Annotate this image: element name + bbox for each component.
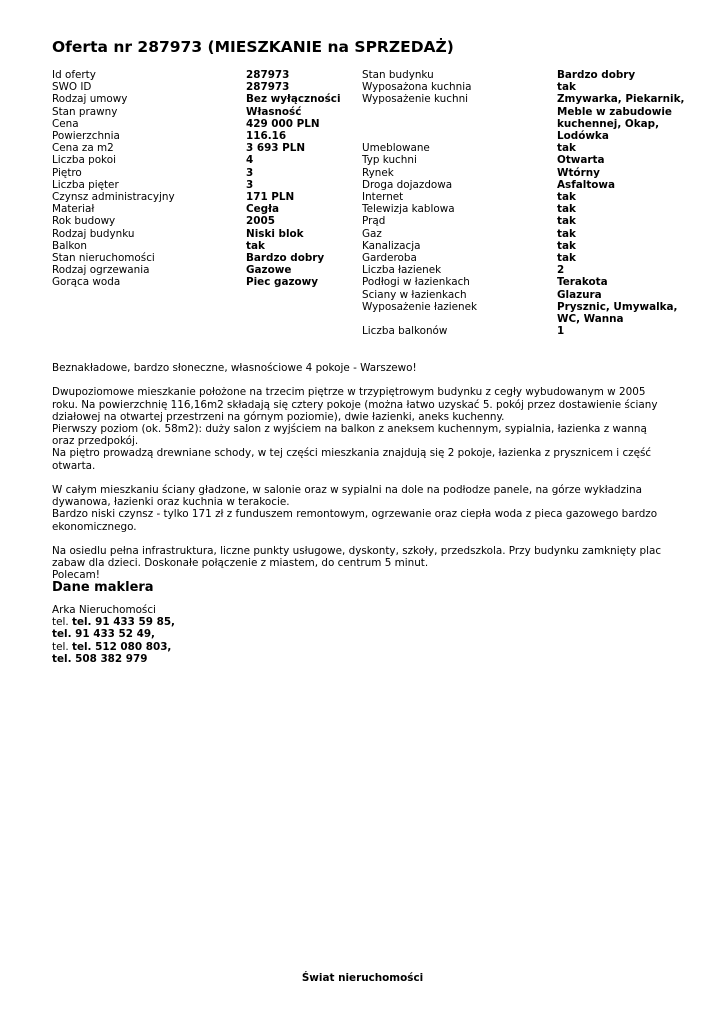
detail-value: 287973 xyxy=(246,69,290,81)
detail-label: Umeblowane xyxy=(362,142,430,155)
detail-row xyxy=(362,325,702,337)
detail-label: Id oferty xyxy=(52,69,96,81)
detail-label: Liczba pięter xyxy=(52,178,119,191)
description-paragraph: Bardzo niski czynsz - tylko 171 zł z funduszem remontowym, ogrzewanie oraz ciepła woda z pieca gazowego bardzo ekonomicznego. xyxy=(52,508,658,533)
detail-row xyxy=(52,106,352,118)
detail-value: 171 PLN xyxy=(246,191,295,204)
detail-row xyxy=(362,215,702,227)
detail-label: Droga dojazdowa xyxy=(362,178,453,191)
detail-label: Powierzchnia xyxy=(52,130,120,143)
detail-row xyxy=(52,154,352,166)
detail-label: Stan budynku xyxy=(362,69,434,81)
detail-row xyxy=(52,130,352,142)
detail-label: SWO ID xyxy=(52,81,92,94)
detail-value: 3 xyxy=(246,178,254,191)
detail-row xyxy=(52,252,352,264)
detail-value: tak xyxy=(557,191,576,204)
detail-row xyxy=(362,228,702,240)
detail-label: Gaz xyxy=(362,227,382,240)
detail-value: 2 xyxy=(557,264,565,277)
detail-label: Liczba pokoi xyxy=(52,154,116,167)
paragraph-gap xyxy=(52,533,672,545)
detail-label: Cena xyxy=(52,117,79,130)
agent-phone-line xyxy=(52,616,175,628)
tel-prefix: tel. xyxy=(52,616,69,629)
description-paragraph: Na osiedlu pełna infrastruktura, liczne punkty usługowe, dyskonty, szkoły, przedszkola. Przy budynku zamknięty plac zabaw dla dzieci. Doskonałe połączenie z miastem, do centrum 5 minut. xyxy=(52,545,662,570)
detail-row xyxy=(362,179,702,191)
detail-value: Zmywarka, Piekarnik, Meble w zabudowie kuchennej, Okap, Lodówka xyxy=(557,93,685,143)
detail-value: Piec gazowy xyxy=(246,276,319,289)
detail-value: Własność xyxy=(246,105,302,118)
detail-row xyxy=(362,264,702,276)
detail-row xyxy=(52,142,352,154)
detail-label: Rodzaj budynku xyxy=(52,227,135,240)
description-paragraph: Pierwszy poziom (ok. 58m2): duży salon z wyjściem na balkon z aneksem kuchennym, sypialnia, łazienka z wanną oraz przedpokój. xyxy=(52,423,647,448)
detail-row xyxy=(52,69,352,81)
phone-number: tel. 91 433 52 49, xyxy=(52,628,156,641)
detail-label: Liczba balkonów xyxy=(362,325,448,338)
agent-phone-line xyxy=(52,641,175,653)
detail-value: tak xyxy=(557,203,576,216)
detail-value: Wtórny xyxy=(557,166,600,179)
detail-label: Piętro xyxy=(52,166,82,179)
detail-label: Kanalizacja xyxy=(362,239,421,252)
detail-row xyxy=(52,81,352,93)
detail-label: Cena za m2 xyxy=(52,142,114,155)
detail-label: Internet xyxy=(362,191,404,204)
detail-value: 429 000 PLN xyxy=(246,117,320,130)
detail-value: Bez wyłączności xyxy=(246,93,341,106)
detail-label: Czynsz administracyjny xyxy=(52,191,175,204)
detail-label: Gorąca woda xyxy=(52,276,121,289)
detail-row xyxy=(52,276,352,288)
detail-label: Typ kuchni xyxy=(362,154,417,167)
detail-label: Wyposażenie kuchni xyxy=(362,93,469,106)
description-paragraph: Na piętro prowadzą drewniane schody, w tej części mieszkania znajdują się 2 pokoje, łazienka z prysznicem i część otwarta. xyxy=(52,447,652,472)
detail-value: tak xyxy=(246,239,265,252)
agent-heading: Dane maklera xyxy=(52,580,154,595)
detail-value: Bardzo dobry xyxy=(557,69,636,81)
detail-value: Terakota xyxy=(557,276,608,289)
detail-value: tak xyxy=(557,81,576,94)
phone-number: tel. 91 433 59 85, xyxy=(71,616,175,629)
detail-row xyxy=(362,301,702,325)
phone-number: tel. 508 382 979 xyxy=(52,652,148,665)
detail-value: 1 xyxy=(557,325,565,338)
detail-value: tak xyxy=(557,239,576,252)
detail-label: Telewizja kablowa xyxy=(362,203,455,216)
offer-description xyxy=(52,362,672,582)
detail-value: Asfaltowa xyxy=(557,178,616,191)
detail-value: 3 693 PLN xyxy=(246,142,306,155)
detail-value: Glazura xyxy=(557,288,602,301)
detail-row xyxy=(362,81,702,93)
detail-value: 287973 xyxy=(246,81,290,94)
detail-row xyxy=(362,93,702,142)
detail-label: Wyposażona kuchnia xyxy=(362,81,472,94)
detail-row xyxy=(52,179,352,191)
tel-prefix: tel. xyxy=(52,640,69,653)
detail-value: tak xyxy=(557,142,576,155)
detail-label: Sciany w łazienkach xyxy=(362,288,467,301)
detail-value: tak xyxy=(557,215,576,228)
footer-brand: Świat nieruchomości xyxy=(301,972,424,984)
detail-label: Rodzaj umowy xyxy=(52,93,128,106)
detail-row xyxy=(52,203,352,215)
detail-row xyxy=(362,191,702,203)
details-right-list xyxy=(362,69,702,337)
detail-row xyxy=(362,276,702,288)
detail-label: Stan prawny xyxy=(52,105,118,118)
detail-value: 116.16 xyxy=(246,130,287,143)
agent-contact xyxy=(52,604,175,665)
detail-value: 3 xyxy=(246,166,254,179)
detail-label: Podłogi w łazienkach xyxy=(362,276,470,289)
description-intro: Beznakładowe, bardzo słoneczne, własnościowe 4 pokoje - Warszewo! xyxy=(52,362,417,374)
detail-label: Liczba łazienek xyxy=(362,264,442,277)
paragraph-gap xyxy=(52,374,672,386)
detail-row xyxy=(362,240,702,252)
detail-value: tak xyxy=(557,252,576,265)
detail-label: Garderoba xyxy=(362,252,417,265)
detail-value: 4 xyxy=(246,154,254,167)
detail-value: Niski blok xyxy=(246,227,304,240)
detail-value: Bardzo dobry xyxy=(246,252,325,265)
details-left-list xyxy=(52,69,352,289)
description-paragraph: Dwupoziomowe mieszkanie położone na trzecim piętrze w trzypiętrowym budynku z cegły wybudowanym w 2005 roku. Na powierzchnię 116,16m2 składają się cztery pokoje (można łatwo uzyskać 5. pokój przez dostawienie ściany działowej na otwartej przestrzeni na górnym poziomie), dwie łazienki, aneks kuchenny. xyxy=(52,386,658,423)
detail-value: Gazowe xyxy=(246,264,292,277)
detail-value: tak xyxy=(557,227,576,240)
detail-value: Cegła xyxy=(246,203,279,216)
detail-label: Rok budowy xyxy=(52,215,116,228)
detail-label: Rynek xyxy=(362,166,394,179)
detail-value: 2005 xyxy=(246,215,275,228)
agent-name: Arka Nieruchomości xyxy=(52,604,156,616)
detail-label: Stan nieruchomości xyxy=(52,252,155,265)
detail-row xyxy=(362,154,702,166)
detail-label: Prąd xyxy=(362,215,386,228)
page-title: Oferta nr 287973 (MIESZKANIE na SPRZEDAŻ) xyxy=(52,38,454,56)
detail-row xyxy=(52,93,352,105)
detail-row xyxy=(52,191,352,203)
detail-row xyxy=(362,167,702,179)
detail-value: Prysznic, Umywalka, WC, Wanna xyxy=(557,300,678,326)
phone-number: tel. 512 080 803, xyxy=(71,640,172,653)
detail-row xyxy=(52,240,352,252)
detail-row xyxy=(52,228,352,240)
description-paragraph: W całym mieszkaniu ściany gładzone, w salonie oraz w sypialni na dole na podłodze panele, na górze wykładzina dywanowa, łazienki oraz kuchnia w terakocie. xyxy=(52,484,642,509)
description-paragraph: Polecam! xyxy=(52,569,100,582)
detail-label: Rodzaj ogrzewania xyxy=(52,264,150,277)
paragraph-gap xyxy=(52,472,672,484)
detail-row xyxy=(362,69,702,81)
detail-row xyxy=(52,264,352,276)
detail-row xyxy=(52,215,352,227)
detail-label: Wyposażenie łazienek xyxy=(362,300,478,313)
detail-row xyxy=(362,252,702,264)
detail-row xyxy=(52,118,352,130)
detail-row xyxy=(362,289,702,301)
detail-row xyxy=(52,167,352,179)
detail-value: Otwarta xyxy=(557,154,605,167)
detail-label: Materiał xyxy=(52,203,95,216)
detail-label: Balkon xyxy=(52,239,87,252)
detail-row xyxy=(362,142,702,154)
detail-row xyxy=(362,203,702,215)
